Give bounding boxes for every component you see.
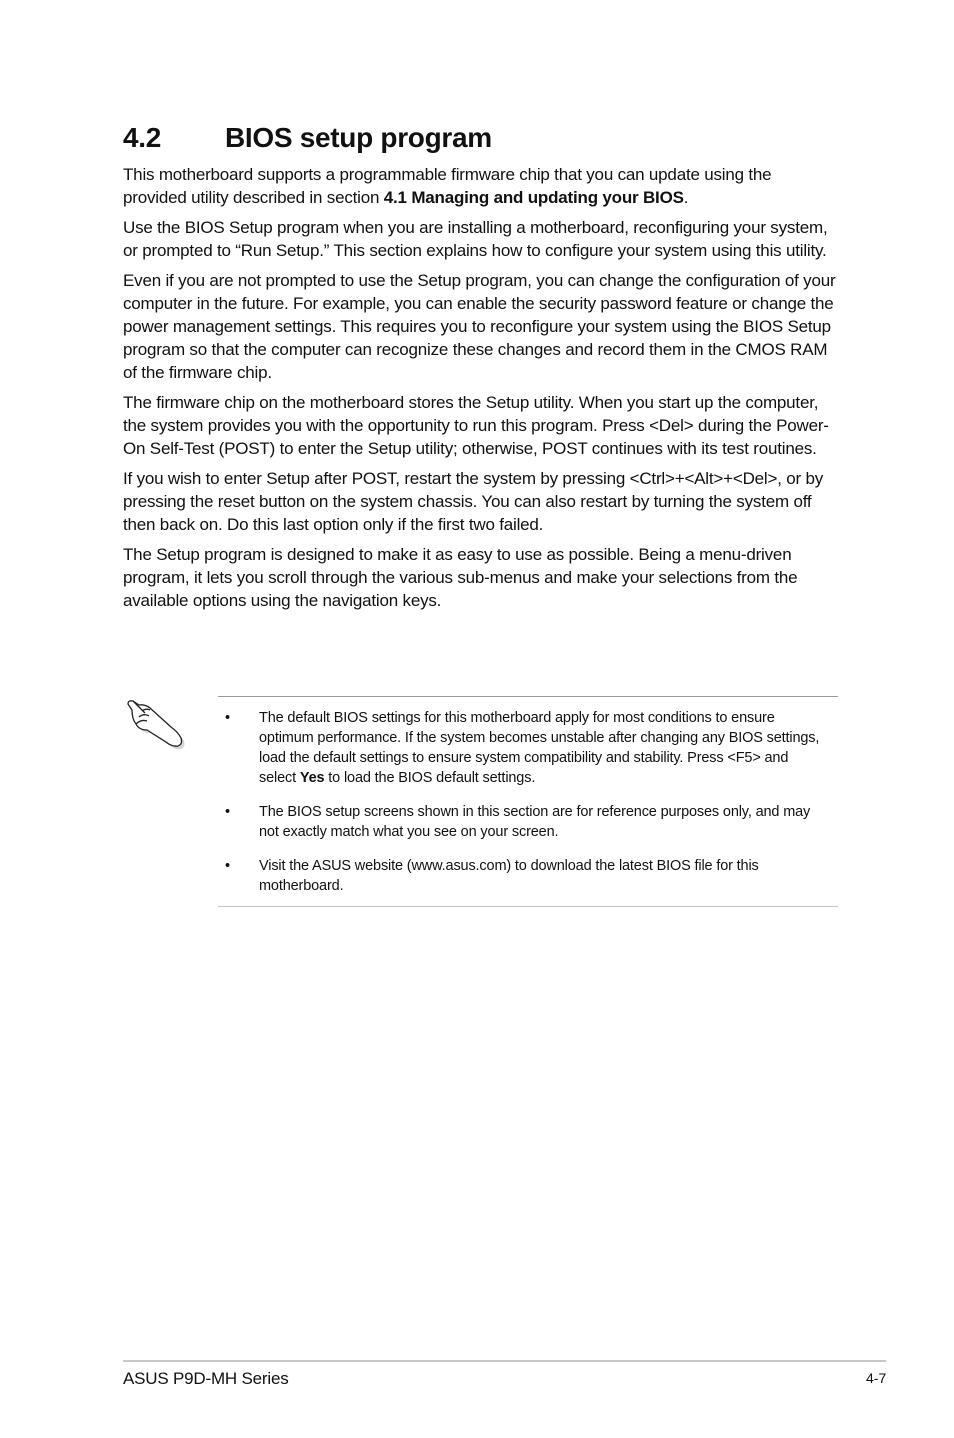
paragraph-firmware-chip: The firmware chip on the motherboard stores the Setup utility. When you start up the computer, the system provides you with the opportunity to run this program. Press <Del> during the Power-On Self-Test (POST) to enter the Setup utility; otherwise, POST continues with its test routines. [123,393,829,458]
bullet: • [225,858,230,874]
footer-divider [123,1360,886,1362]
footer-product-name: ASUS P9D-MH Series [123,1369,289,1388]
paragraph-intro-text: This motherboard supports a programmable firmware chip that you can update using the provided utility described in section [123,165,772,207]
paragraph-configuration: Even if you are not prompted to use the Setup program, you can change the configuration of your computer in the future. For example, you can enable the security password feature or change the power management settings. This requires you to reconfigure your system using the BIOS Setup program so that the computer can recognize these changes and record them in the CMOS RAM of the firmware chip. [123,271,836,382]
paragraph-intro [123,163,839,209]
footer-page-number: 4-7 [866,1370,887,1386]
paragraph-intro-end: . [683,188,689,207]
note-item-text: The default BIOS settings for this motherboard apply for most conditions to ensure optimum performance. If the system becomes unstable after changing any BIOS settings, load the default settings to ensure system compatibility and stability. Press <F5> and select [259,710,820,786]
note-item-text-end: to load the BIOS default settings. [324,770,536,786]
note-item-reference-screens [218,802,828,842]
section-title: BIOS setup program [225,122,492,153]
note-box [218,696,838,907]
section-reference: 4.1 Managing and updating your BIOS [383,188,684,207]
section-heading [123,118,492,158]
yes-option-label: Yes [299,770,325,786]
note-item-text: The BIOS setup screens shown in this section are for reference purposes only, and may not exactly match what you see on your screen. [259,804,811,840]
paragraph-restart: If you wish to enter Setup after POST, restart the system by pressing <Ctrl>+<Alt>+<Del>, or by pressing the reset button on the system chassis. You can also restart by turning the system off then back on. Do this last option only if the first two failed. [123,469,824,534]
note-item-text: Visit the ASUS website (www.asus.com) to download the latest BIOS file for this motherboard. [259,858,759,894]
bullet: • [225,710,230,726]
hand-note-icon [125,697,187,749]
body-text [123,163,839,619]
note-item-default-settings [218,708,828,788]
note-list [218,708,828,910]
note-item-asus-website [218,856,828,896]
bullet: • [225,804,230,820]
paragraph-navigation: The Setup program is designed to make it as easy to use as possible. Being a menu-driven program, it lets you scroll through the various sub-menus and make your selections from the available options using the navigation keys. [123,545,798,610]
section-number: 4.2 [123,122,162,153]
paragraph-usage: Use the BIOS Setup program when you are installing a motherboard, reconfiguring your system, or prompted to “Run Setup.” This section explains how to configure your system using this utility. [123,218,828,260]
